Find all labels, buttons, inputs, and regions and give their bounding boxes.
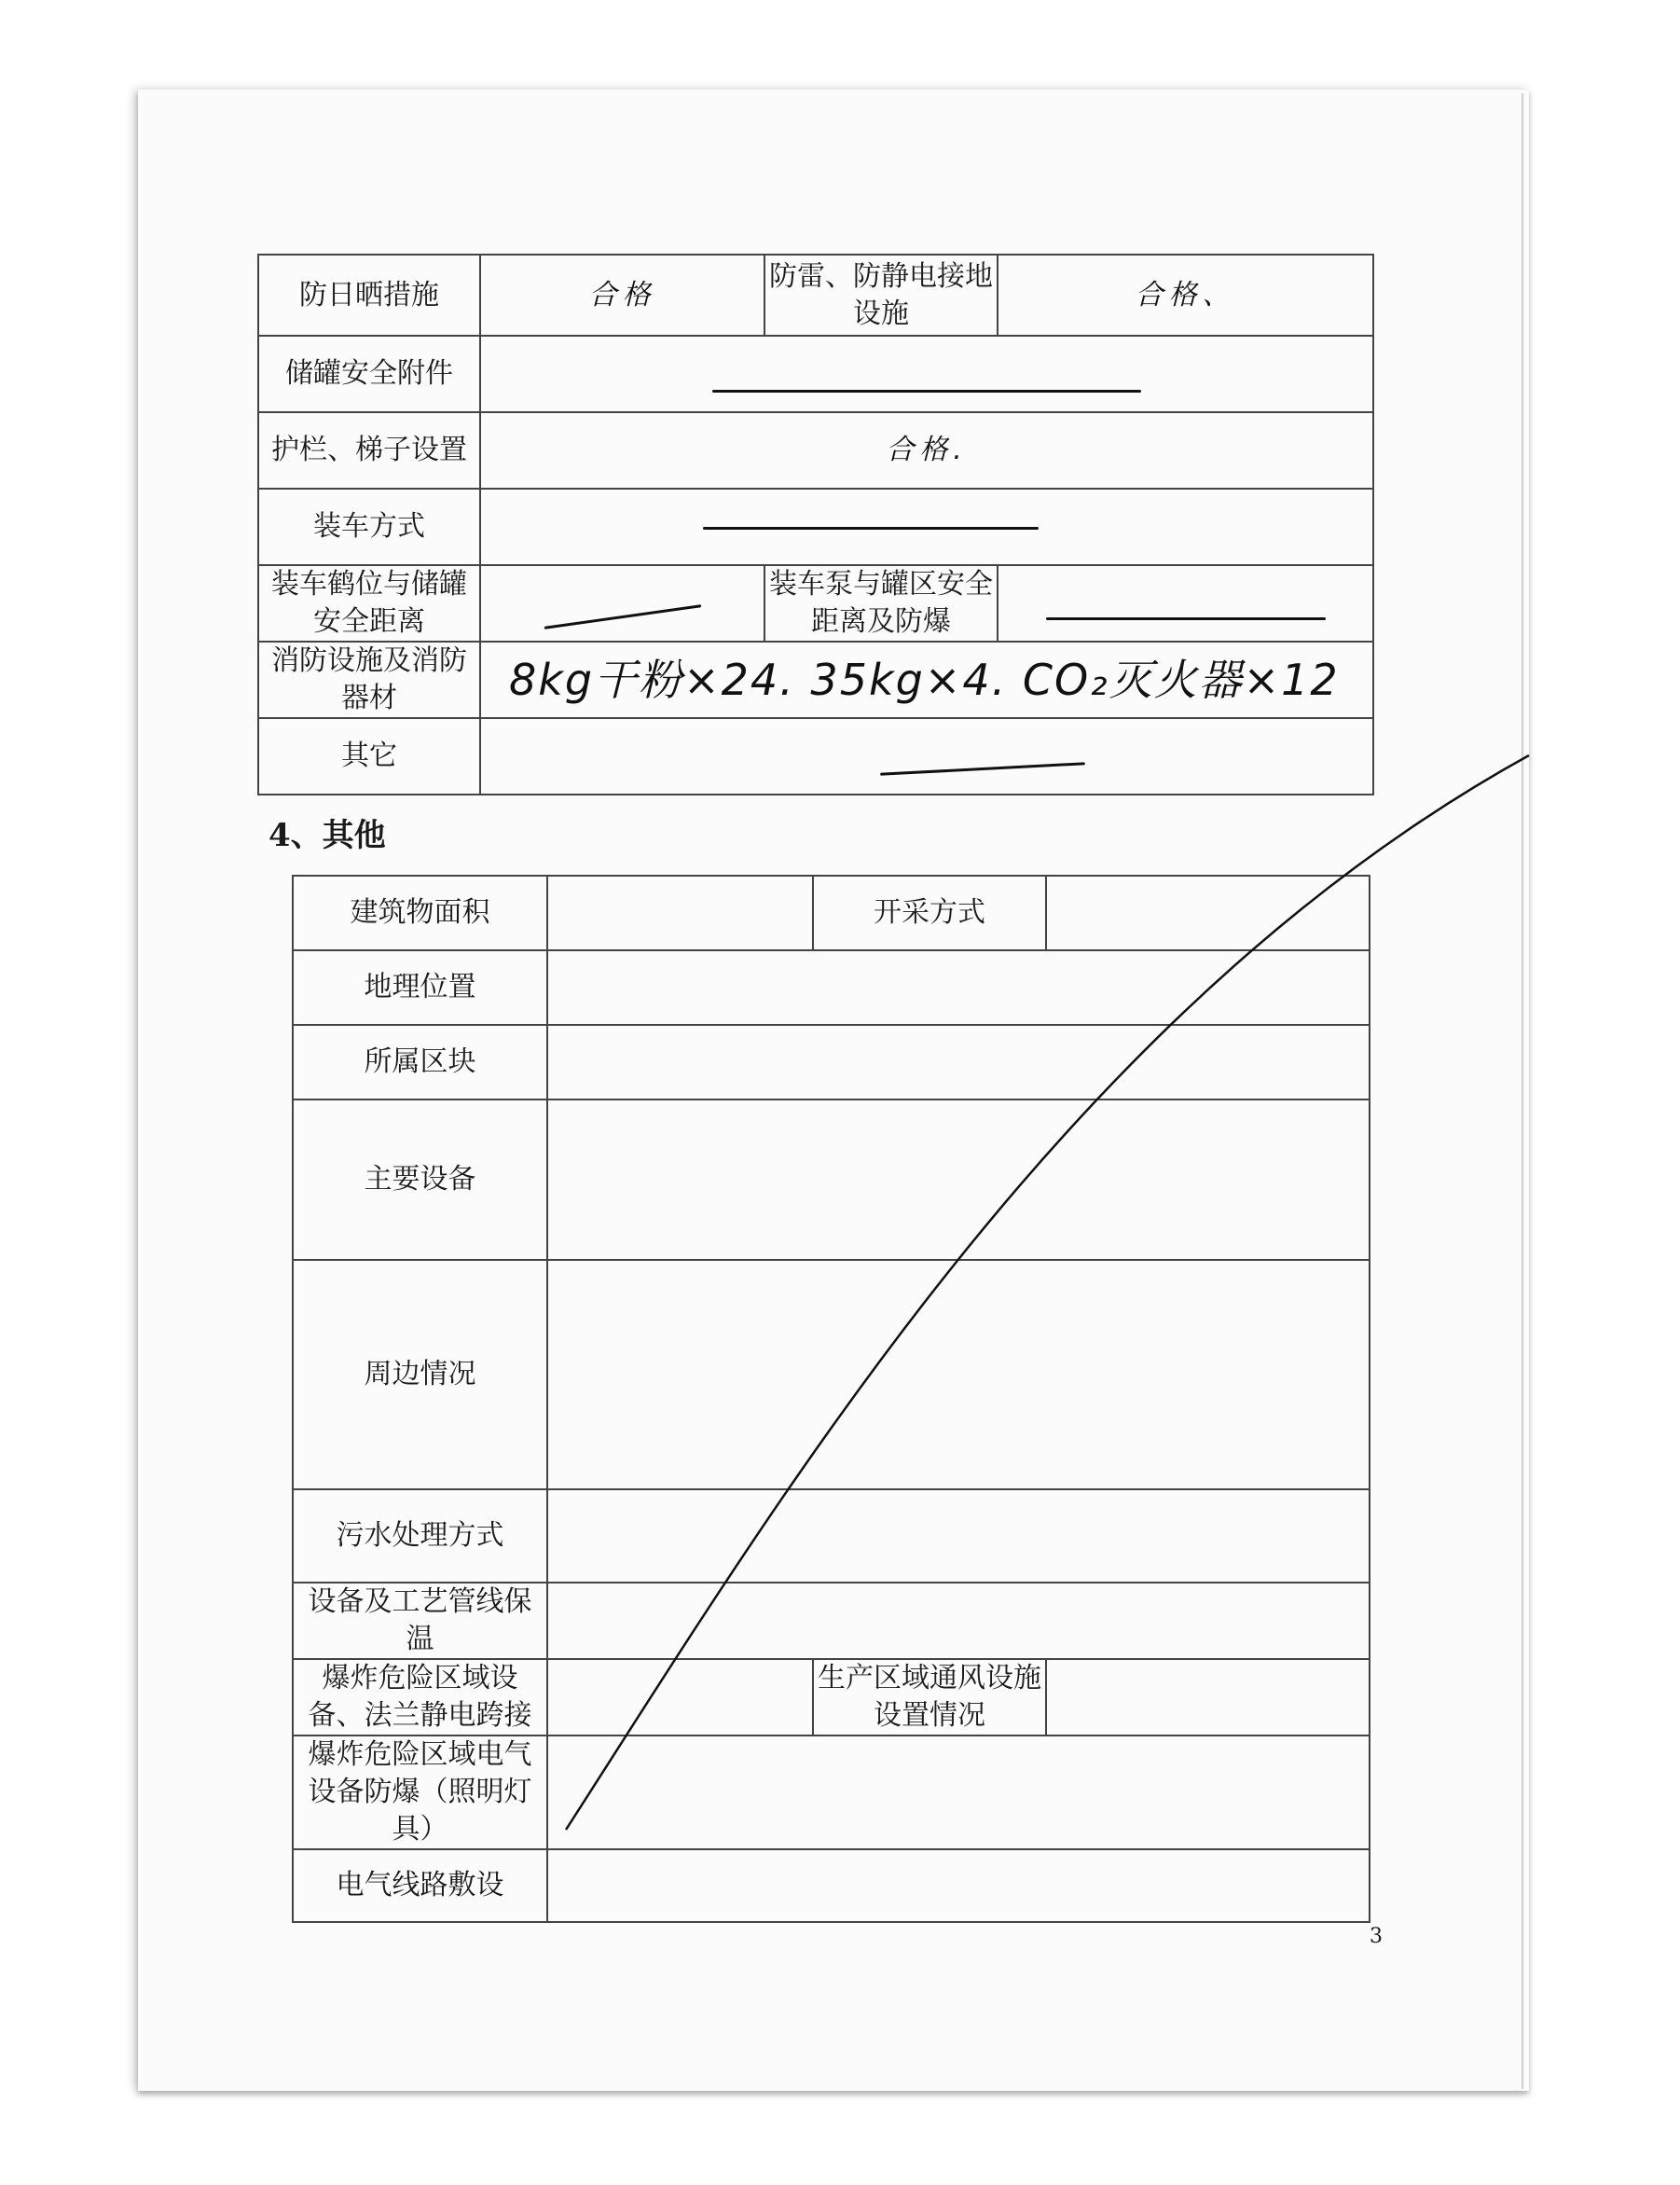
cell-label-static-bonding: 爆炸危险区域设备、法兰静电跨接 — [293, 1659, 547, 1736]
cell-label-main-equipment: 主要设备 — [293, 1099, 547, 1260]
cell-label-ventilation: 生产区域通风设施设置情况 — [813, 1659, 1046, 1736]
cell-value-sun-protection: 合格 — [480, 255, 764, 336]
cell-label-sewage-treatment: 污水处理方式 — [293, 1489, 547, 1583]
cell-label-other: 其它 — [258, 718, 480, 795]
cell-value-lightning-protection: 合格、 — [998, 255, 1373, 336]
section-heading: 4、其他 — [269, 817, 386, 854]
cell-label-block: 所属区块 — [293, 1025, 547, 1099]
cell-value-railings-ladders: 合格. — [480, 412, 1373, 489]
cell-label-loading-method: 装车方式 — [258, 489, 480, 565]
cell-label-location: 地理位置 — [293, 950, 547, 1025]
cell-label-sun-protection: 防日晒措施 — [258, 255, 480, 336]
cell-label-explosion-proof-electrical: 爆炸危险区域电气设备防爆（照明灯具） — [293, 1736, 547, 1849]
cell-label-pipeline-insulation: 设备及工艺管线保温 — [293, 1583, 547, 1659]
cell-label-building-area: 建筑物面积 — [293, 876, 547, 950]
cell-label-tank-accessories: 储罐安全附件 — [258, 336, 480, 412]
page-number: 3 — [1370, 1925, 1383, 1948]
cell-label-mining-method: 开采方式 — [813, 876, 1046, 950]
cell-label-railings-ladders: 护栏、梯子设置 — [258, 412, 480, 489]
cell-label-lightning-protection: 防雷、防静电接地设施 — [764, 255, 998, 336]
cell-label-loading-arm-distance: 装车鹤位与储罐安全距离 — [258, 565, 480, 642]
cell-label-fire-equipment: 消防设施及消防器材 — [258, 642, 480, 718]
cell-label-wiring: 电气线路敷设 — [293, 1849, 547, 1922]
cell-label-surroundings: 周边情况 — [293, 1260, 547, 1489]
cell-label-pump-distance: 装车泵与罐区安全距离及防爆 — [764, 565, 998, 642]
cell-value-fire-equipment: 8kg干粉×24. 35kg×4. CO₂灭火器×12 — [480, 642, 1373, 718]
